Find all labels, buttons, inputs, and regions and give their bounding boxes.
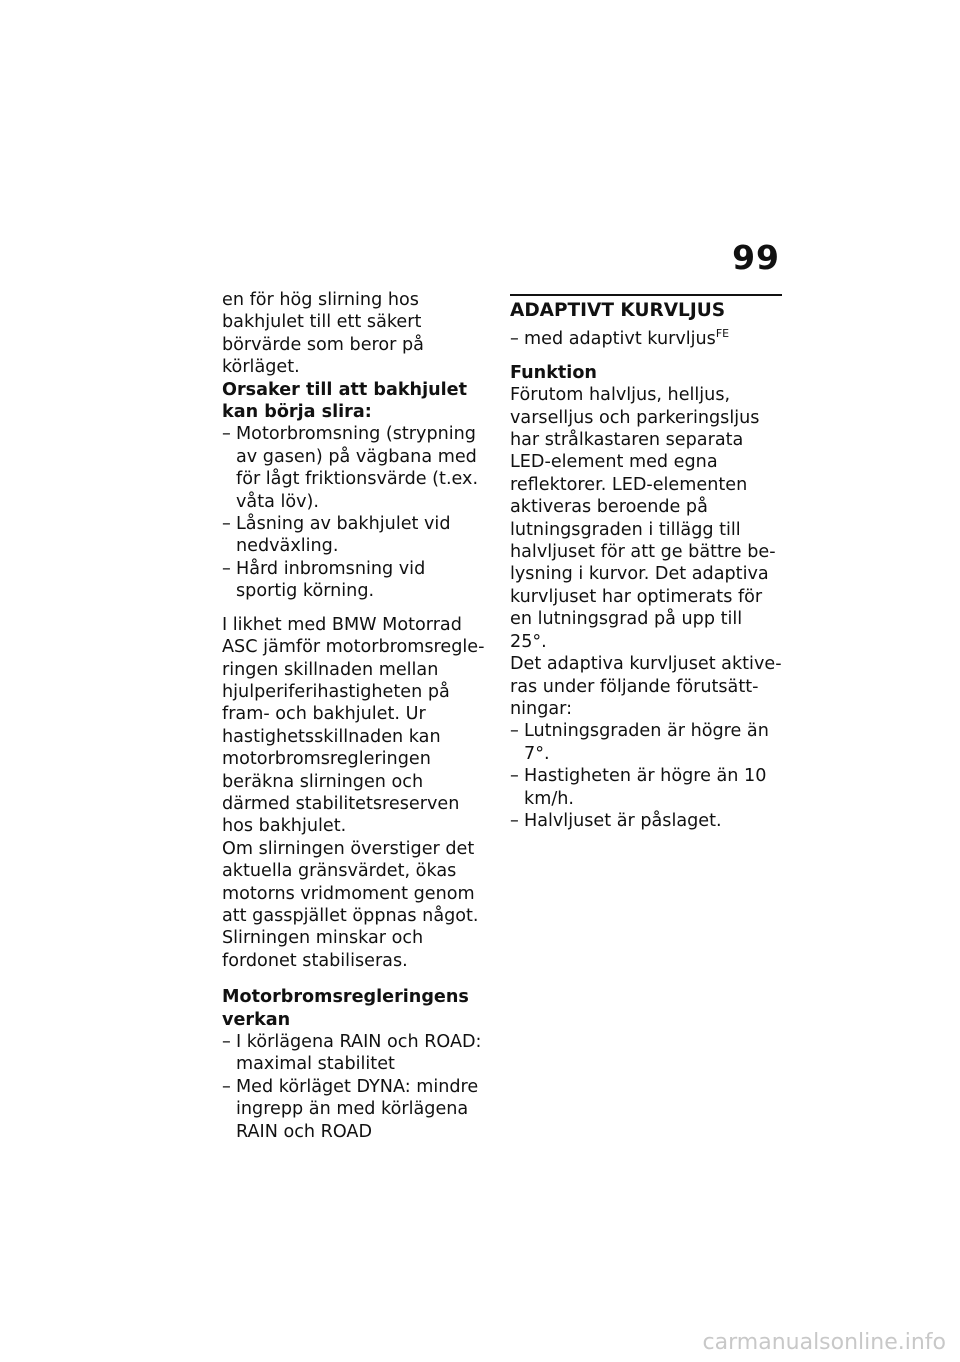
asc-paragraph: I likhet med BMW Motorrad ASC jämför motorbromsregleringen skillnaden mellan hjulperiferihastigheten på fram- och bakhjulet. Ur hastighetsskillnaden kan motorbromsregleringen beräkna slirningen och därmed stabilitetsreserven hos bakhjulet. <box>222 614 485 837</box>
list-item: – Hastigheten är högre än 10 km/h. <box>510 765 782 810</box>
effect-list <box>222 1031 490 1143</box>
option-code: FE <box>715 327 730 341</box>
right-column <box>510 289 782 832</box>
list-item: – Med körläget DYNA: mindre ingrepp än med körlägena RAIN och ROAD <box>222 1076 490 1143</box>
section-title: ADAPTIVT KURVLJUS <box>510 294 782 322</box>
slip-causes-list <box>222 423 490 602</box>
option-list <box>510 328 782 350</box>
list-item: – Låsning av bakhjulet vid nedväxling. <box>222 513 490 558</box>
list-item: – Lutningsgraden är högre än 7°. <box>510 720 782 765</box>
intro-paragraph: en för hög slirning hos bakhjulet till ett säkert börvärde som beror på körläget. <box>222 290 424 378</box>
list-item: – Motorbromsning (strypning av gasen) på vägbana med för lågt friktionsvärde (t.ex. våta löv). <box>222 423 490 513</box>
heading-slip-causes: Orsaker till att bakhjulet kan börja slira: <box>222 379 468 423</box>
option-item <box>510 328 782 350</box>
heading-engine-brake-effect: Motorbromsregleringens verkan <box>222 987 469 1030</box>
list-item: – Hård inbromsning vid sportig körning. <box>222 558 490 603</box>
function-paragraph: Förutom halvljus, helljus, varselljus och parkeringsljus har strålkastaren separata LED-element med egna reflektorer. LED-elementen aktiveras beroende på lutningsgraden i tillägg till halvljuset för att ge bättre belysning i kurvor. Det adaptiva kurvljuset har optimerats för en lutningsgrad på upp till 25°. <box>510 385 776 652</box>
option-text: med adaptivt kurvljus <box>524 329 716 350</box>
left-column <box>222 289 490 1143</box>
conditions-list <box>510 720 782 832</box>
page-number: 99 <box>732 238 780 277</box>
heading-function: Funktion <box>510 362 597 383</box>
slip-limit-paragraph: Om slirningen överstiger det aktuella gränsvärdet, ökas motorns vridmoment genom att gasspjället öppnas något. Slirningen minskar och fordonet stabiliseras. <box>222 838 479 971</box>
list-item: – I körlägena RAIN och ROAD: maximal stabilitet <box>222 1031 490 1076</box>
watermark: carmanualsonline.info <box>702 1330 946 1355</box>
list-item: – Halvljuset är påslaget. <box>510 810 782 832</box>
conditions-paragraph: Det adaptiva kurvljuset aktiveras under följande förutsättningar: <box>510 654 782 719</box>
